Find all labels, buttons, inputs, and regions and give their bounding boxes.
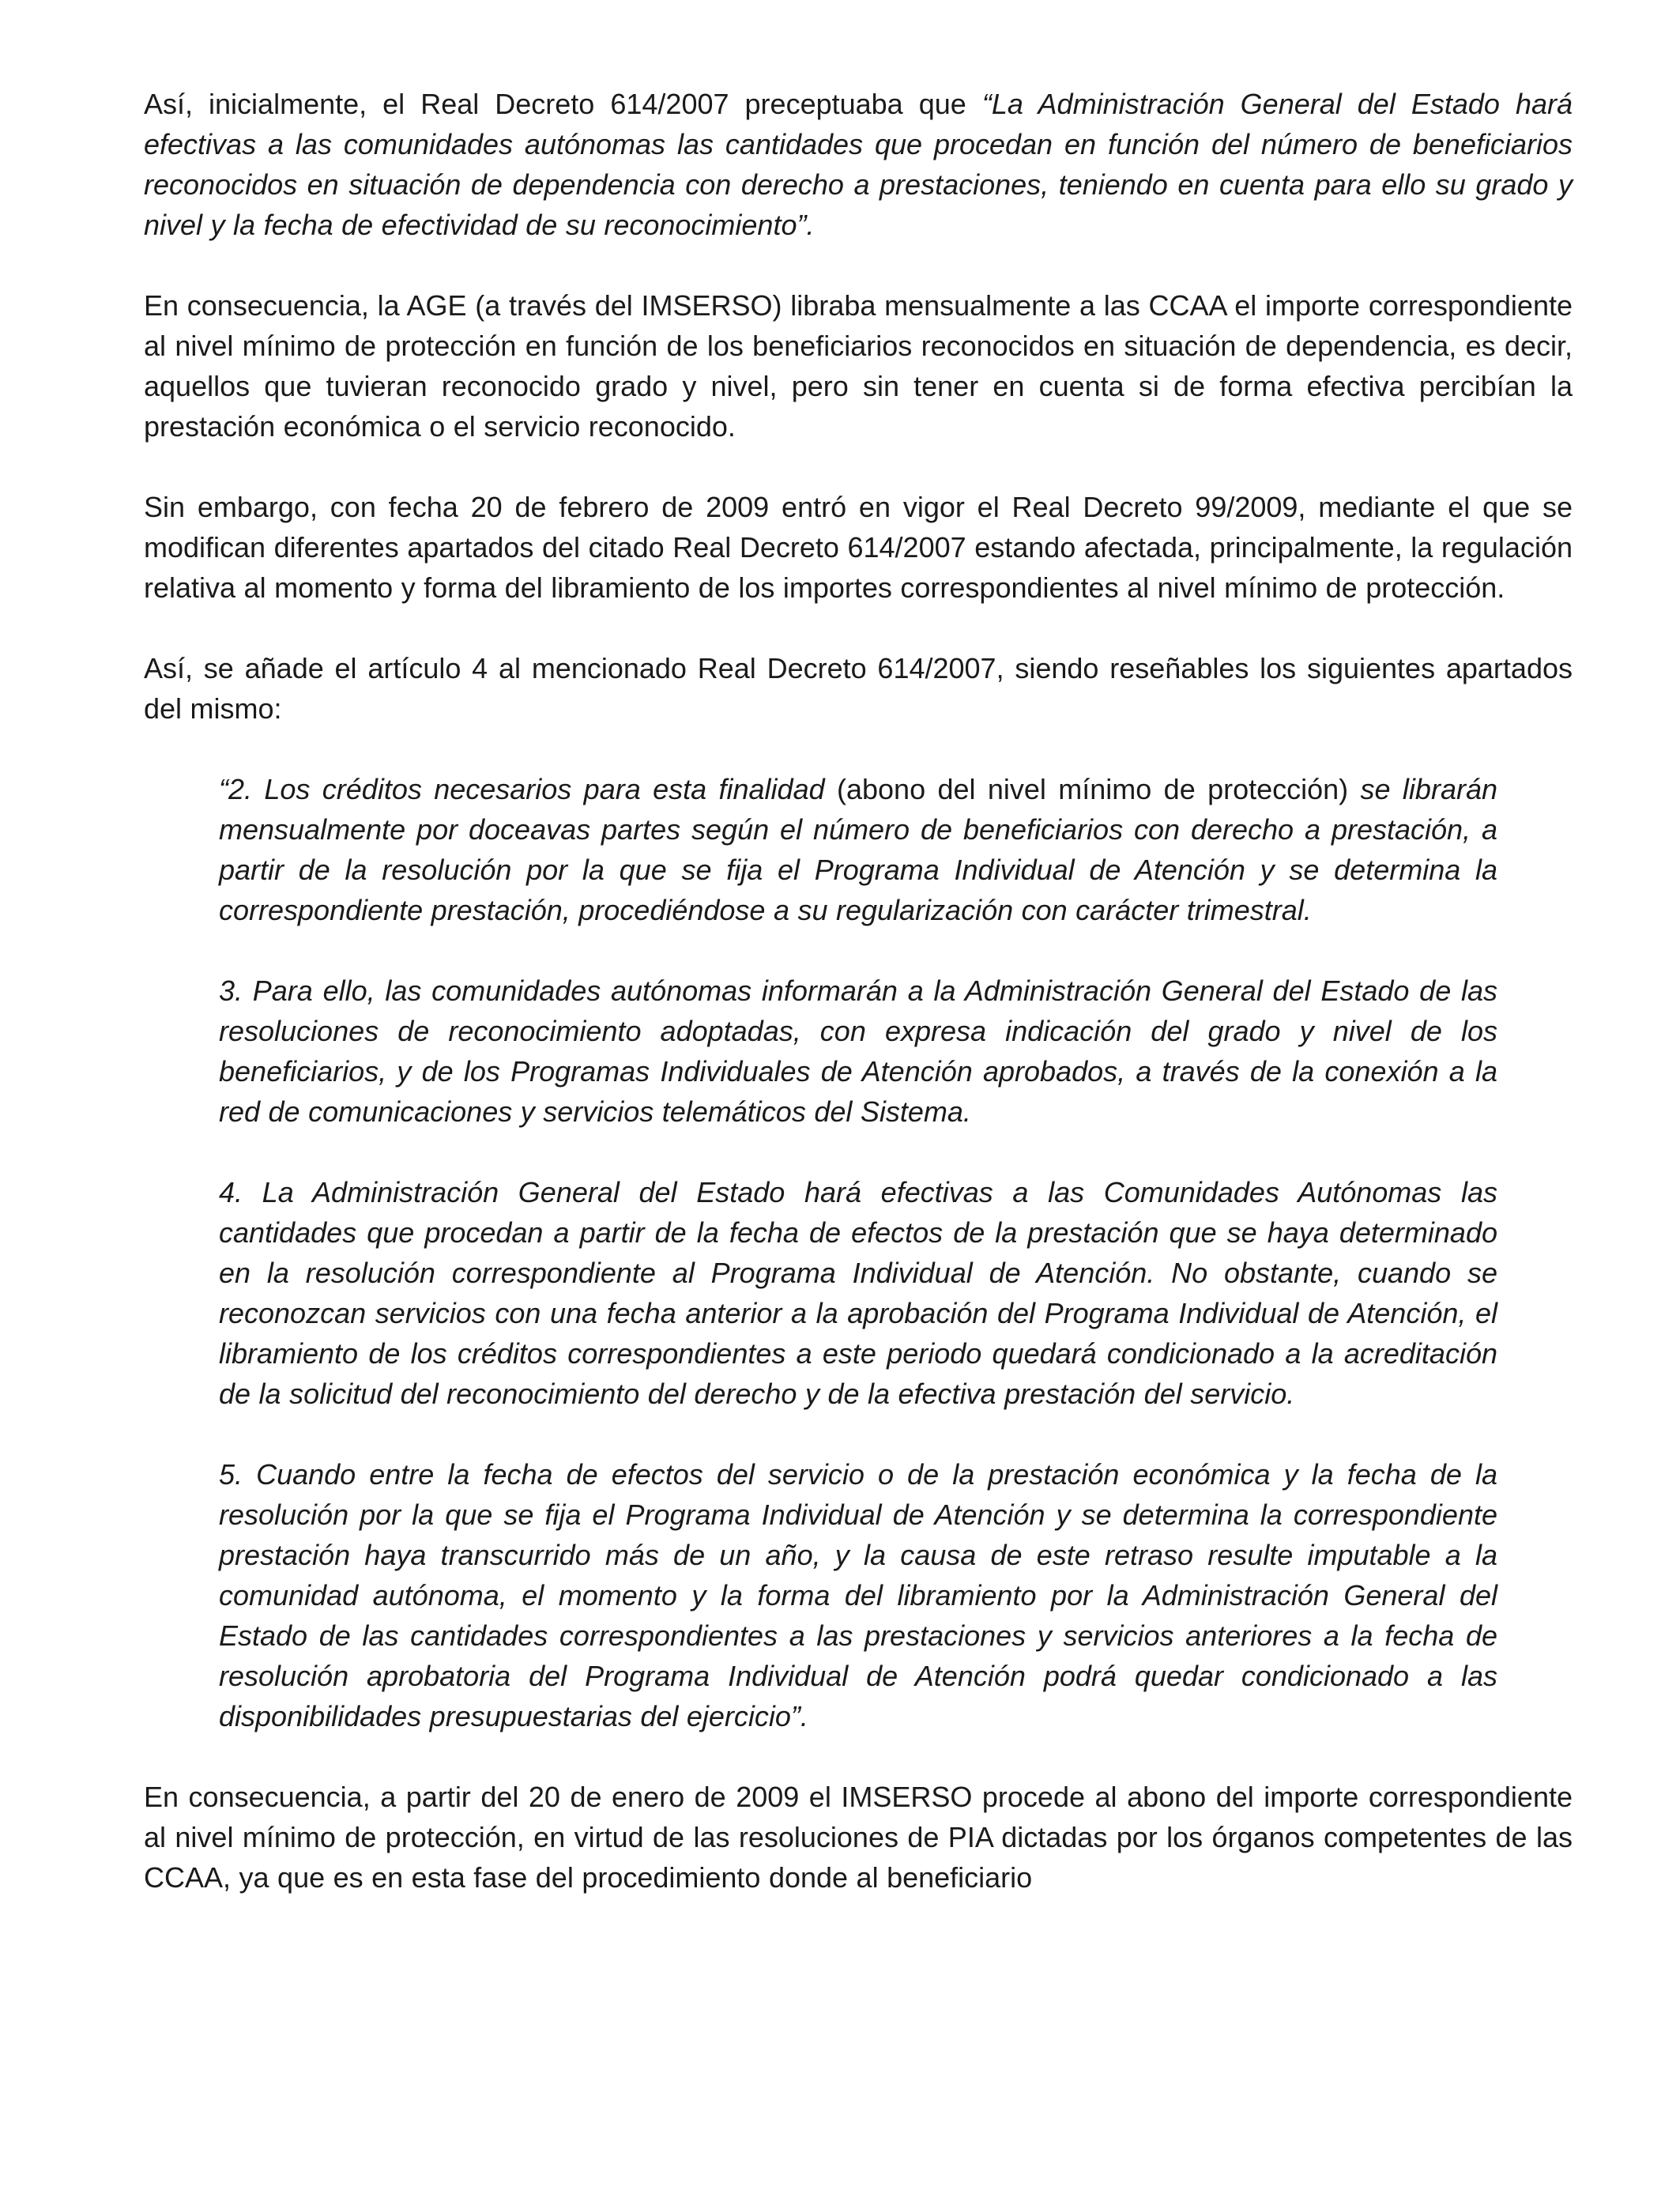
paragraph-1-intro: Así, inicialmente, el Real Decreto 614/2007 preceptuaba que: [144, 88, 982, 120]
paragraph-2: En consecuencia, la AGE (a través del IMSERSO) libraba mensualmente a las CCAA el importe correspondiente al nivel mínimo de protección en función de los beneficiarios reconocidos en situación de dependencia, es decir, aquellos que tuvieran reconocido grado y nivel, pero sin tener en cuenta si de forma efectiva percibían la prestación económica o el servicio reconocido.: [144, 289, 1573, 443]
quote-item-5: 5. Cuando entre la fecha de efectos del servicio o de la prestación económica y la fecha de la resolución por la que se fija el Programa Individual de Atención y se determina la correspondiente prestación haya transcurrido más de un año, y la causa de este retraso resulte imputable a la comunidad autónoma, el momento y la forma del libramiento por la Administración General del Estado de las cantidades correspondientes a las prestaciones y servicios anteriores a la fecha de resolución aprobatoria del Programa Individual de Atención podrá quedar condicionado a las disponibilidades presupuestarias del ejercicio”.: [219, 1458, 1497, 1732]
paragraph-1: [144, 84, 1573, 245]
paragraph-5: En consecuencia, a partir del 20 de enero de 2009 el IMSERSO procede al abono del importe correspondiente al nivel mínimo de protección, en virtud de las resoluciones de PIA dictadas por los órganos competentes de las CCAA, ya que es en esta fase del procedimiento donde al beneficiario: [144, 1781, 1573, 1894]
paragraph-3: Sin embargo, con fecha 20 de febrero de 2009 entró en vigor el Real Decreto 99/2009, mediante el que se modifican diferentes apartados del citado Real Decreto 614/2007 estando afectada, principalmente, la regulación relativa al momento y forma del libramiento de los importes correspondientes al nivel mínimo de protección.: [144, 491, 1573, 604]
quote-item-4: 4. La Administración General del Estado hará efectivas a las Comunidades Autónomas las cantidades que procedan a partir de la fecha de efectos de la prestación que se haya determinado en la resolución correspondiente al Programa Individual de Atención. No obstante, cuando se reconozcan servicios con una fecha anterior a la aprobación del Programa Individual de Atención, el libramiento de los créditos correspondientes a este periodo quedará condicionado a la acreditación de la solicitud del reconocimiento del derecho y de la efectiva prestación del servicio.: [219, 1176, 1497, 1410]
paragraph-1-quote: “La Administración General del Estado hará efectivas a las comunidades autónomas las cantidades que procedan en función del número de beneficiarios reconocidos en situación de dependencia con derecho a prestaciones, teniendo en cuenta para ello su grado y nivel y la fecha de efectividad de su reconocimiento”.: [144, 88, 1573, 241]
paragraph-4: Así, se añade el artículo 4 al mencionado Real Decreto 614/2007, siendo reseñables los siguientes apartados del mismo:: [144, 652, 1573, 725]
quote-item-2: [219, 769, 1497, 930]
quote-item-2-part3: se librarán mensualmente por doceavas partes según el número de beneficiarios con derecho a prestación, a partir de la resolución por la que se fija el Programa Individual de Atención y se determina la correspondiente prestación, procediéndose a su regularización con carácter trimestral.: [219, 773, 1497, 926]
quote-item-2-note: (abono del nivel mínimo de protección): [837, 773, 1349, 805]
document-body: [144, 84, 1573, 1938]
quote-item-3: 3. Para ello, las comunidades autónomas informarán a la Administración General del Estado de las resoluciones de reconocimiento adoptadas, con expresa indicación del grado y nivel de los beneficiarios, y de los Programas Individuales de Atención aprobados, a través de la conexión a la red de comunicaciones y servicios telemáticos del Sistema.: [219, 974, 1497, 1128]
quote-item-2-part1: “2. Los créditos necesarios para esta finalidad: [219, 773, 837, 805]
